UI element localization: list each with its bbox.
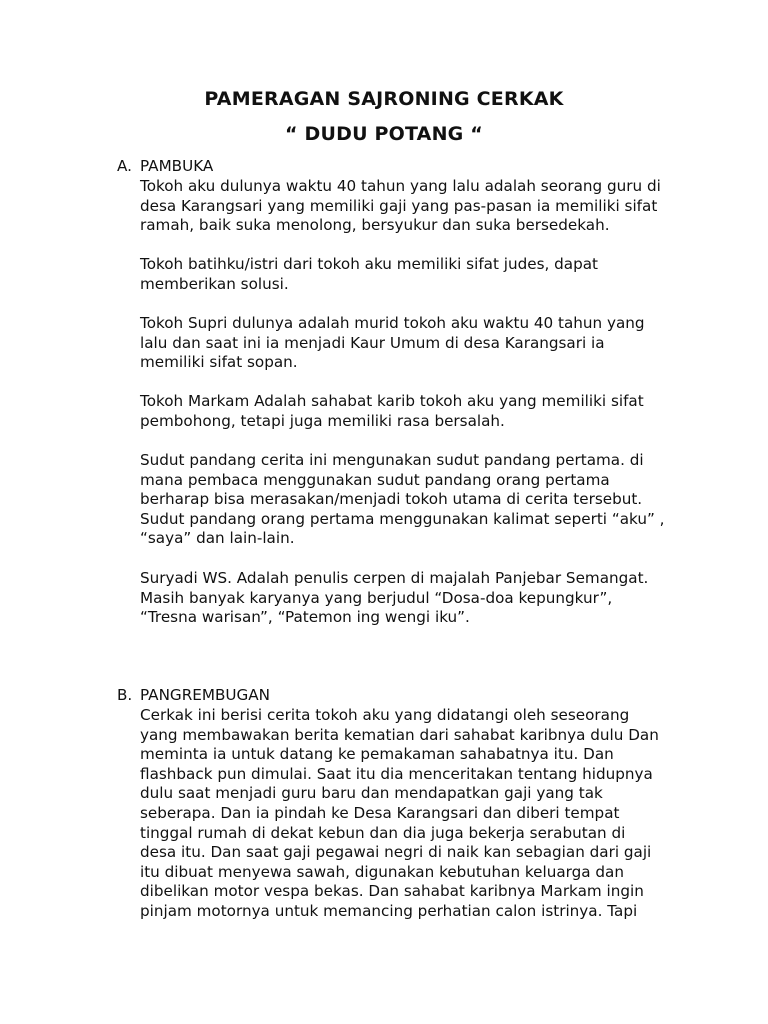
section-a-letter: A. bbox=[117, 157, 132, 175]
paragraph-a2 bbox=[140, 255, 700, 294]
section-a-title: PAMBUKA bbox=[140, 157, 214, 175]
text-line: memberikan solusi. bbox=[140, 274, 289, 293]
text-line: desa itu. Dan saat gaji pegawai negri di naik kan sebagian dari gaji bbox=[140, 843, 652, 862]
text-line: lalu dan saat ini ia menjadi Kaur Umum di desa Karangsari ia bbox=[140, 333, 605, 352]
text-line: mana pembaca menggunakan sudut pandang orang pertama bbox=[140, 470, 610, 489]
text-line: ramah, baik suka menolong, bersyukur dan suka bersedekah. bbox=[140, 216, 610, 235]
section-b-letter: B. bbox=[117, 686, 133, 704]
text-line: Tokoh batihku/istri dari tokoh aku memiliki sifat judes, dapat bbox=[140, 255, 599, 273]
text-line: Tokoh Markam Adalah sahabat karib tokoh aku yang memiliki sifat bbox=[140, 392, 644, 410]
text-line: dibelikan motor vespa bekas. Dan sahabat karibnya Markam ingin bbox=[140, 882, 644, 901]
paragraph-b1 bbox=[140, 706, 700, 922]
text-line: Sudut pandang orang pertama menggunakan kalimat seperti “aku” , bbox=[140, 509, 665, 528]
paragraph-a1 bbox=[140, 177, 700, 236]
section-b-title: PANGREMBUGAN bbox=[140, 686, 271, 704]
text-line: pinjam motornya untuk memancing perhatian calon istrinya. Tapi bbox=[140, 901, 638, 920]
text-line: flashback pun dimulai. Saat itu dia menceritakan tentang hidupnya bbox=[140, 764, 653, 783]
paragraph-a5 bbox=[140, 451, 700, 549]
paragraph-a4 bbox=[140, 392, 700, 431]
text-line: Sudut pandang cerita ini mengunakan sudut pandang pertama. di bbox=[140, 451, 644, 469]
text-line: yang membawakan berita kematian dari sahabat karibnya dulu Dan bbox=[140, 725, 659, 744]
text-line: Tokoh Supri dulunya adalah murid tokoh aku waktu 40 tahun yang bbox=[140, 314, 645, 332]
text-line: pembohong, tetapi juga memiliki rasa bersalah. bbox=[140, 411, 505, 430]
text-line: dulu saat menjadi guru baru dan mendapatkan gaji yang tak bbox=[140, 784, 603, 803]
paragraph-a3 bbox=[140, 314, 700, 373]
text-line: tinggal rumah di dekat kebun dan dia juga bekerja serabutan di bbox=[140, 823, 626, 842]
text-line: “Tresna warisan”, “Patemon ing wengi iku”. bbox=[140, 608, 470, 627]
story-title: “ DUDU POTANG “ bbox=[285, 123, 483, 145]
text-line: Masih banyak karyanya yang berjudul “Dosa-doa kepungkur”, bbox=[140, 588, 613, 607]
text-line: meminta ia untuk datang ke pemakaman sahabatnya itu. Dan bbox=[140, 745, 614, 764]
text-line: desa Karangsari yang memiliki gaji yang pas-pasan ia memiliki sifat bbox=[140, 196, 658, 215]
paragraph-a6 bbox=[140, 569, 700, 628]
section-b-heading bbox=[117, 686, 270, 706]
text-line: “saya” dan lain-lain. bbox=[140, 529, 295, 548]
text-line: seberapa. Dan ia pindah ke Desa Karangsari dan diberi tempat bbox=[140, 803, 620, 822]
text-line: itu dibuat menyewa sawah, digunakan kebutuhan keluarga dan bbox=[140, 862, 624, 881]
text-line: berharap bisa merasakan/menjadi tokoh utama di cerita tersebut. bbox=[140, 490, 643, 509]
text-line: Cerkak ini berisi cerita tokoh aku yang didatangi oleh seseorang bbox=[140, 706, 630, 724]
section-a-heading bbox=[117, 157, 213, 177]
text-line: Suryadi WS. Adalah penulis cerpen di majalah Panjebar Semangat. bbox=[140, 569, 649, 587]
text-line: memiliki sifat sopan. bbox=[140, 353, 298, 372]
document-title: PAMERAGAN SAJRONING CERKAK bbox=[204, 88, 564, 110]
text-line: Tokoh aku dulunya waktu 40 tahun yang lalu adalah seorang guru di bbox=[140, 177, 661, 195]
